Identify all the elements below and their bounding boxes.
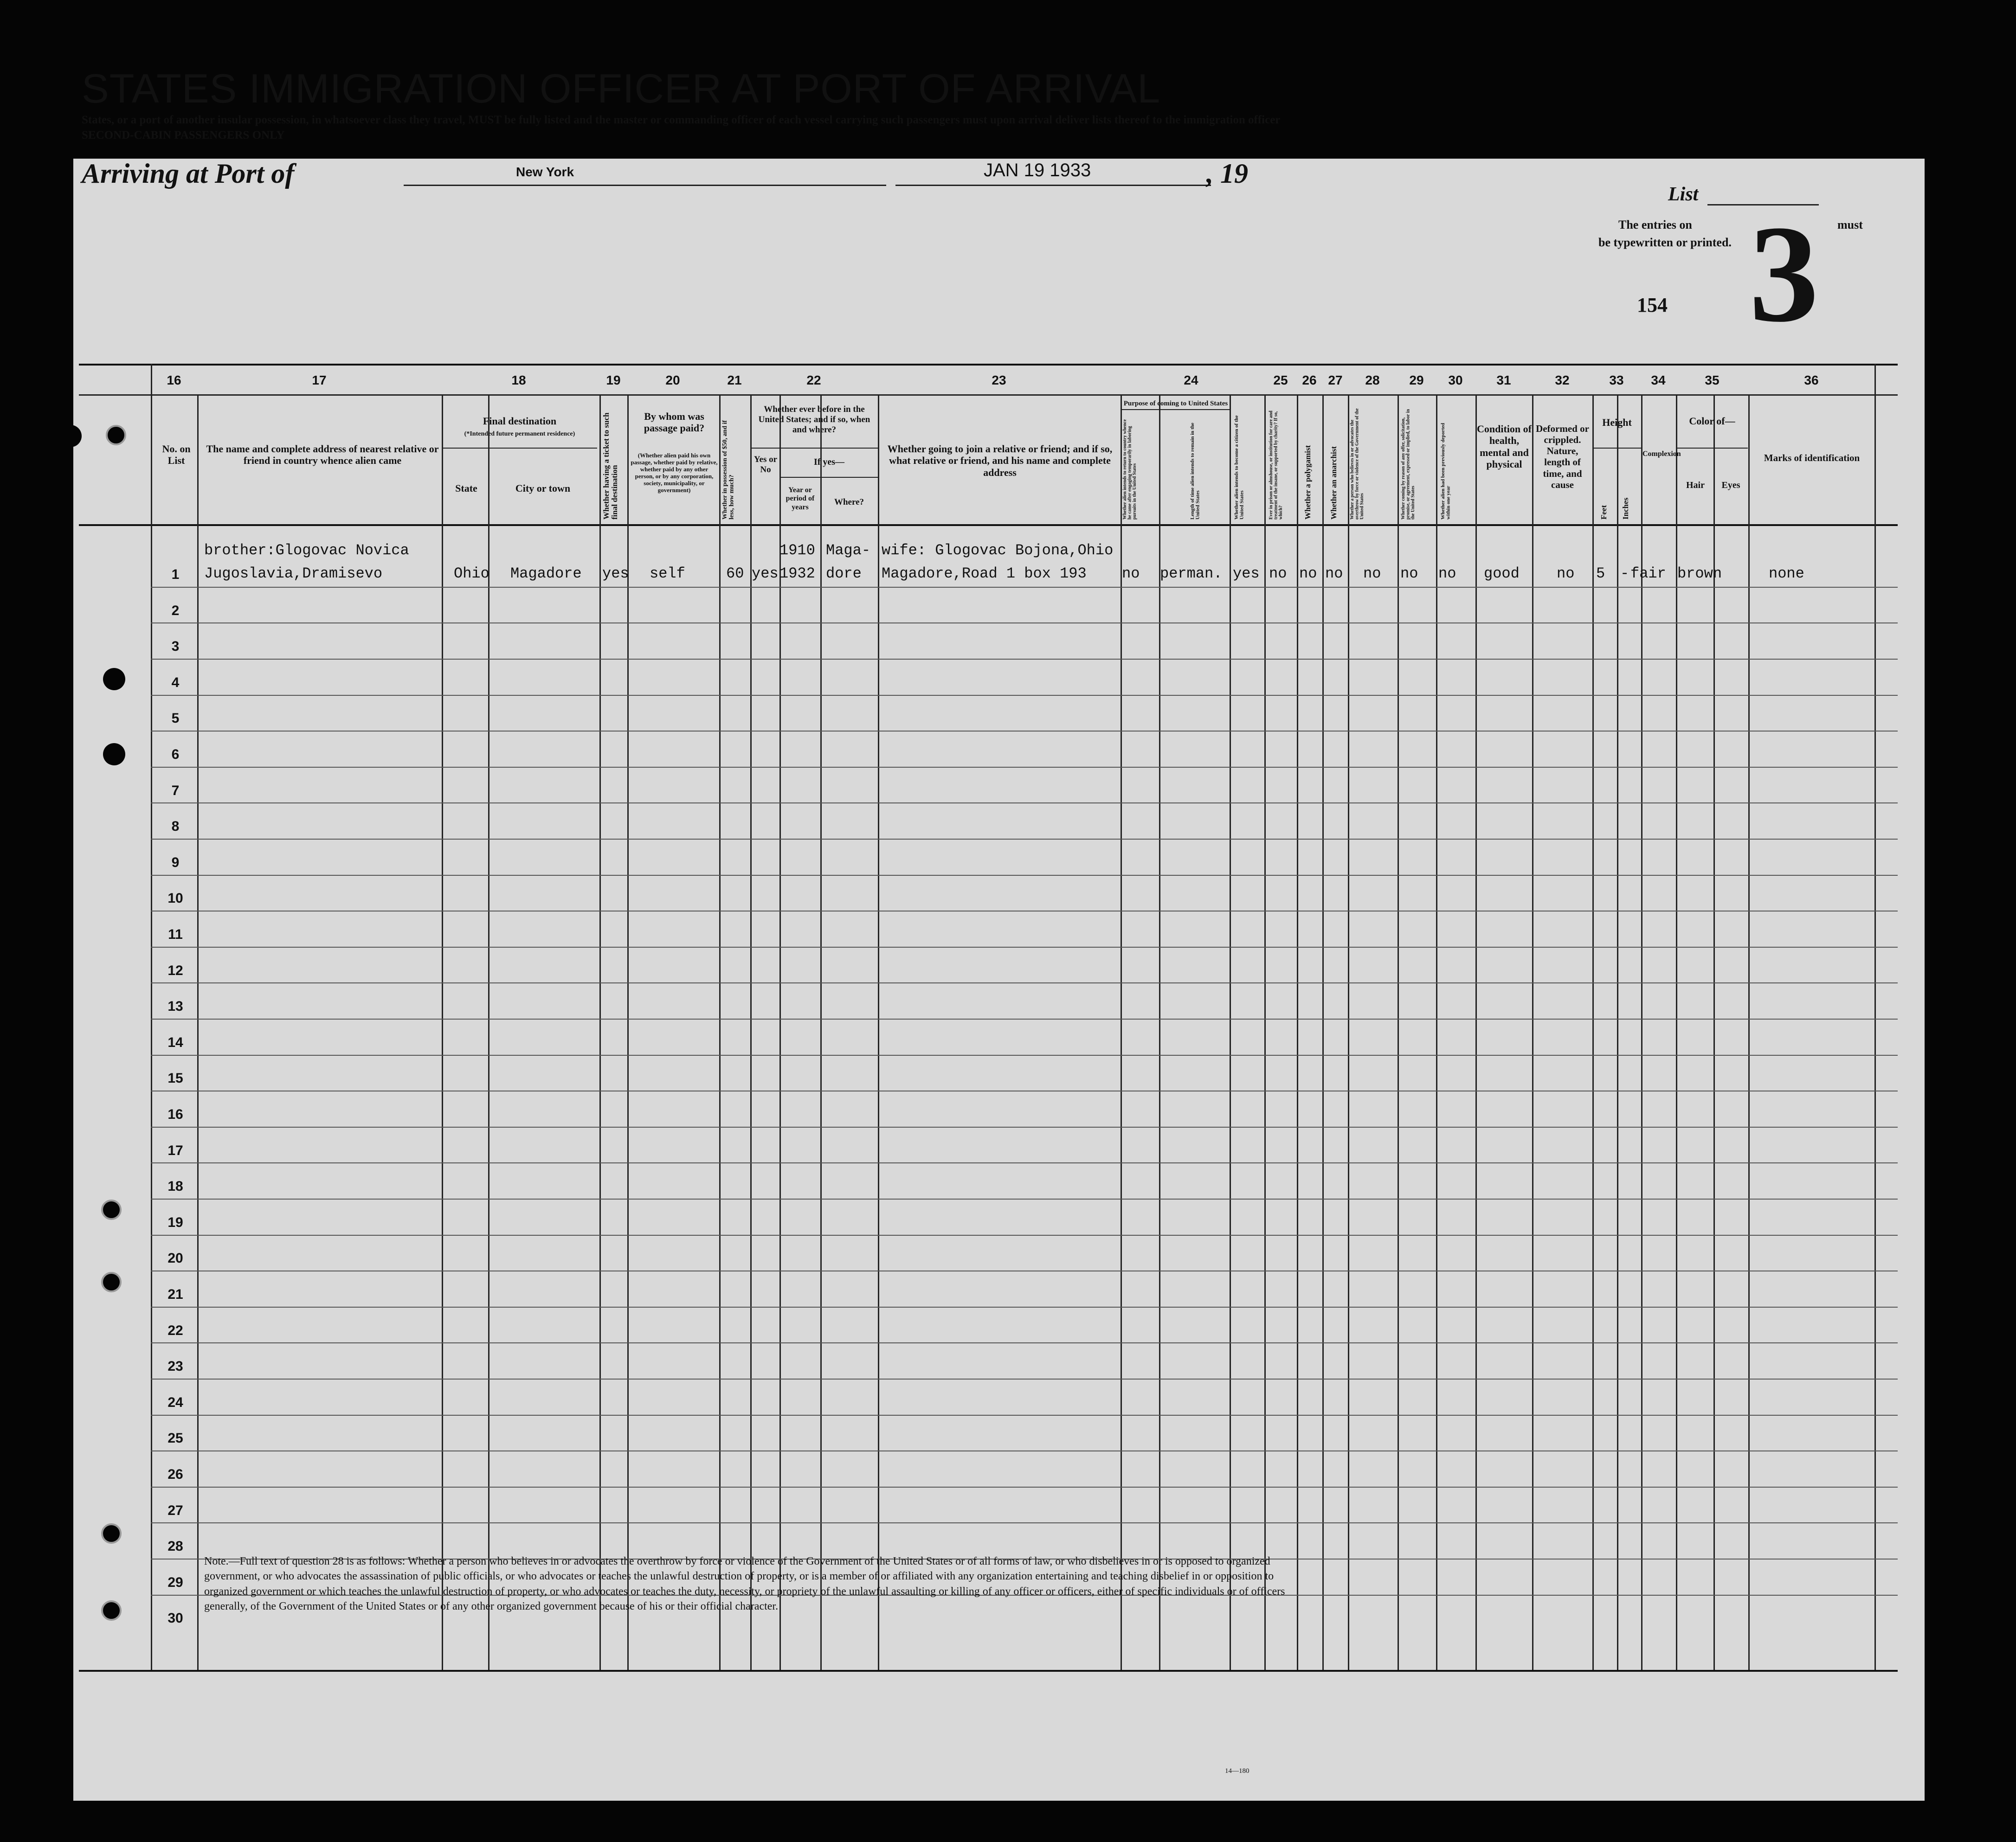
row-rule: [151, 1522, 1898, 1523]
entry-before-year1: 1910: [779, 542, 815, 559]
row-number: 29: [167, 1574, 183, 1590]
row-number: 24: [167, 1394, 183, 1410]
row-number: 19: [167, 1214, 183, 1230]
column-number: 34: [1651, 373, 1666, 387]
entry-return: no: [1122, 565, 1140, 582]
column-number: 24: [1184, 373, 1198, 387]
column-rule: [1713, 394, 1715, 1670]
column-rule: [151, 364, 152, 1670]
row-rule: [151, 1307, 1898, 1308]
port-underline: [404, 185, 886, 186]
row-rule: [151, 1487, 1898, 1488]
destination-divider: [442, 448, 597, 449]
entry-marks: none: [1769, 565, 1804, 582]
column-rule: [1475, 394, 1477, 1670]
row-number: 8: [171, 819, 180, 834]
header-inches: Inches: [1621, 497, 1630, 520]
column-number: 28: [1365, 373, 1380, 387]
date-stamp: JAN 19 1933: [984, 160, 1091, 180]
row-number: 25: [167, 1431, 183, 1446]
column-number: 18: [511, 373, 526, 387]
row-number: 14: [167, 1034, 183, 1050]
column-number: 26: [1302, 373, 1317, 387]
binder-ring: [101, 1272, 122, 1292]
row-rule: [151, 1415, 1898, 1416]
column-rule: [750, 394, 752, 1670]
row-number: 16: [167, 1107, 183, 1122]
row-number: 1: [171, 567, 180, 582]
height-divider: [1592, 448, 1641, 449]
entry-length: perman.: [1160, 565, 1223, 582]
instruction-text: States, or a port of another insular possession, in whatsoever class they travel, MUST be fully listed and the master or commanding officer of each vessel carrying such passengers must upon arrival deliver lists thereof to the immigration officer: [82, 114, 1281, 126]
row-rule: [151, 1450, 1898, 1451]
footer-note: Note.—Full text of question 28 is as follows: Whether a person who believes in or advocates the overthrow by force or violence of the Government of the United States or of all forms of law, or who disbelieves in or is opposed to organized government, or who advocates the assassination of public officials, or who advocates or teaches the unlawful destruction of property, or is a member of or affiliated with any organization entertaining and teaching disbelief in or opposition to organized government or which teaches the unlawful destruction of property, or who advocates or teaches the duty, necessity, or propriety of the unlawful assaulting or killing of any officer or officers, either of specific individuals or of officers generally, of the Government of the United States or of any other organized government because of his or their official character.: [204, 1555, 1285, 1613]
binder-hole: [103, 668, 125, 690]
column-rule: [1748, 394, 1750, 1670]
header-where: Where?: [834, 497, 864, 507]
row-rule: [151, 1127, 1898, 1128]
header-feet: Feet: [1599, 505, 1608, 520]
header-year: Year or period of years: [786, 486, 815, 511]
column-number: 17: [312, 373, 327, 387]
column-rule: [1436, 394, 1437, 1670]
list-number: 3: [1749, 197, 1819, 351]
header-before-in-us: Whether ever before in the United States; and if so, when and where?: [758, 404, 870, 435]
binder-hole: [49, 1600, 71, 1623]
entry-complexion: fair: [1630, 565, 1666, 582]
column-number: 27: [1328, 373, 1343, 387]
header-complexion: Complexion: [1642, 450, 1681, 458]
header-prison: Ever in prison or almshouse, or institution for care and treatment of the insane, or supported by charity? If so, which?: [1269, 411, 1283, 520]
header-passage-note: (Whether alien paid his own passage, whether paid by relative, whether paid by any other person, or by any corporation, society, municipality, or government): [631, 452, 718, 494]
binder-hole: [103, 743, 125, 765]
header-bottom-border: [79, 524, 1898, 526]
row-rule: [151, 1162, 1898, 1163]
row-rule: [151, 875, 1898, 876]
binder-ring: [106, 425, 126, 445]
header-purpose: Purpose of coming to United States: [1123, 400, 1228, 407]
header-ticket: Whether having a ticket to such final destination: [602, 412, 619, 520]
column-rule: [1121, 394, 1122, 1670]
column-number: 20: [665, 373, 680, 387]
row-number: 20: [167, 1251, 183, 1266]
entry-before-yesno: yes: [752, 565, 779, 582]
header-deformed: Deformed or crippled. Nature, length of time, and cause: [1536, 423, 1589, 490]
entry-deported: no: [1438, 565, 1456, 582]
column-number: 22: [806, 373, 821, 387]
table-bottom-border: [79, 1670, 1898, 1672]
entry-polygamist: no: [1299, 565, 1317, 582]
port-value: New York: [516, 165, 574, 179]
entries-note-3: be typewritten or printed.: [1598, 236, 1732, 249]
entry-city: Magadore: [510, 565, 582, 582]
entries-note-1: The entries on: [1618, 218, 1692, 231]
row-number: 15: [167, 1071, 183, 1086]
column-number: 35: [1705, 373, 1720, 387]
column-rule: [1322, 394, 1324, 1670]
column-number: 33: [1609, 373, 1624, 387]
year-prefix: , 19: [1206, 158, 1248, 189]
column-rule: [627, 394, 629, 1670]
entry-deformed: no: [1557, 565, 1575, 582]
header-height: Height: [1602, 417, 1632, 428]
row-number: 11: [168, 927, 183, 942]
column-rule: [779, 394, 781, 1670]
row-number: 30: [167, 1611, 183, 1626]
row-number: 3: [171, 639, 180, 655]
entry-health: good: [1484, 565, 1520, 582]
row-number: 23: [167, 1359, 183, 1374]
row-rule: [151, 1235, 1898, 1236]
row-number: 22: [167, 1322, 183, 1338]
entry-before-where1: Maga-: [826, 542, 871, 559]
column-rule: [1230, 394, 1231, 1670]
column-rule: [878, 394, 879, 1670]
header-final-destination: Final destination: [483, 415, 557, 427]
column-number: 30: [1448, 373, 1463, 387]
column-rule: [1617, 394, 1618, 1670]
header-yes-no: Yes or No: [754, 455, 778, 475]
list-label: List: [1668, 184, 1699, 205]
header-purpose-length: Length of time alien intends to remain in the United States: [1190, 423, 1201, 520]
header-join-relative: Whether going to join a relative or friend; and if so, what relative or friend, and his name and complete address: [887, 443, 1113, 478]
header-if-yes: If yes—: [813, 457, 845, 467]
header-marks: Marks of identification: [1764, 452, 1860, 463]
header-deported: Whether alien had been previously deported within one year: [1440, 423, 1451, 520]
header-possession: Whether in possession of $50, and if less, how much?: [721, 420, 735, 520]
column-number: 36: [1804, 373, 1819, 387]
entry-ticket: yes: [602, 565, 629, 582]
entry-state: Ohio: [454, 565, 490, 582]
header-eyes: Eyes: [1721, 480, 1740, 490]
page-title: STATES IMMIGRATION OFFICER AT PORT OF ARRIVAL: [82, 65, 1161, 111]
column-rule: [1532, 394, 1533, 1670]
binder-ring: [101, 1200, 122, 1220]
binder-hole: [49, 1272, 71, 1294]
column-rule: [1874, 364, 1876, 1670]
row-number: 17: [167, 1142, 183, 1158]
binder-ring: [101, 1523, 122, 1544]
row-rule: [151, 695, 1898, 696]
column-rule: [820, 394, 822, 1670]
row-number: 13: [167, 999, 183, 1014]
entry-money: 60: [726, 565, 744, 582]
header-purpose-return: Whether alien intends to return to country whence he came after engaging temporarily in laboring pursuits in the United States: [1122, 419, 1137, 520]
row-number: 2: [171, 603, 180, 618]
column-rule: [599, 394, 601, 1670]
arriving-label: Arriving at Port of: [82, 158, 295, 189]
binder-ring: [101, 1600, 122, 1621]
before-divider: [750, 448, 878, 449]
header-no-on-list: No. on List: [162, 443, 191, 467]
row-rule: [151, 587, 1898, 588]
row-number: 28: [167, 1539, 183, 1554]
column-number: 16: [167, 373, 181, 387]
column-rule: [1297, 394, 1298, 1670]
column-rule: [442, 394, 443, 1670]
row-number: 27: [167, 1502, 183, 1518]
row-rule: [151, 1055, 1898, 1056]
row-number: 21: [167, 1287, 183, 1302]
column-number: 32: [1555, 373, 1570, 387]
row-rule: [151, 731, 1898, 732]
entry-citizen: yes: [1233, 565, 1260, 582]
column-rule: [1676, 394, 1677, 1670]
row-number: 5: [171, 711, 180, 726]
entry-prison: no: [1269, 565, 1287, 582]
header-city: City or town: [515, 482, 571, 494]
row-number: 10: [167, 891, 183, 906]
row-rule: [151, 659, 1898, 660]
entry-labor-offer: no: [1400, 565, 1418, 582]
row-rule: [151, 982, 1898, 983]
entry-inches: -: [1620, 565, 1630, 582]
header-health: Condition of health, mental and physical: [1477, 423, 1532, 470]
page-number: 154: [1637, 294, 1668, 316]
row-rule: [151, 1019, 1898, 1020]
column-rule: [1398, 394, 1399, 1670]
column-rule: [719, 394, 721, 1670]
row-rule: [151, 802, 1898, 803]
row-rule: [151, 1199, 1898, 1200]
if-yes-divider: [779, 477, 878, 478]
header-hair: Hair: [1686, 480, 1705, 490]
column-number: 21: [727, 373, 742, 387]
column-number: 23: [992, 373, 1006, 387]
column-number: 29: [1409, 373, 1424, 387]
row-rule: [151, 1379, 1898, 1380]
column-rule: [1159, 394, 1160, 1670]
column-rule: [197, 394, 199, 1670]
header-purpose-citizen: Whether alien intends to become a citizen of the United States: [1234, 415, 1245, 520]
column-number: 19: [606, 373, 621, 387]
column-rule: [488, 394, 490, 1670]
binder-hole: [59, 425, 82, 447]
row-number: 4: [171, 674, 180, 690]
binder-hole: [49, 1523, 71, 1546]
entry-feet: 5: [1596, 565, 1605, 582]
column-rule: [1348, 394, 1349, 1670]
entry-anarchist: no: [1325, 565, 1343, 582]
purpose-divider: [1121, 409, 1231, 410]
column-rule: [1641, 394, 1642, 1670]
header-color: Color of—: [1689, 415, 1735, 427]
header-overthrow: Whether a person who believes in or advocates the overthrow by force or violence of the Government of the United States: [1350, 408, 1365, 520]
row-rule: [151, 947, 1898, 948]
entry-join-line2: Magadore,Road 1 box 193: [882, 565, 1087, 582]
row-number: 6: [171, 747, 180, 762]
header-passage-paid: By whom was passage paid?: [644, 411, 705, 434]
colnum-divider: [79, 394, 1898, 396]
color-divider: [1676, 448, 1748, 449]
header-relative-address: The name and complete address of nearest relative or friend in country whence alien came: [206, 443, 439, 467]
row-number: 7: [171, 783, 180, 798]
column-rule: [1264, 394, 1266, 1670]
row-rule: [151, 767, 1898, 768]
column-number: 25: [1273, 373, 1288, 387]
row-number: 12: [167, 963, 183, 978]
row-number: 26: [167, 1467, 183, 1482]
entry-paid-by: self: [650, 565, 685, 582]
row-rule: [151, 1342, 1898, 1343]
row-rule: [151, 839, 1898, 840]
table-top-border: [79, 364, 1898, 366]
row-number: 18: [167, 1179, 183, 1194]
entry-relative-line2: Jugoslavia,Dramisevo: [204, 565, 383, 582]
entry-hair: brown: [1677, 565, 1722, 582]
row-number: 9: [171, 854, 180, 870]
entry-overthrow: no: [1363, 565, 1381, 582]
column-number: 31: [1496, 373, 1511, 387]
entry-before-year2: 1932: [779, 565, 815, 582]
header-state: State: [455, 482, 477, 494]
header-anarchist: Whether an anarchist: [1329, 446, 1338, 520]
entry-relative-line1: brother:Glogovac Novica: [204, 542, 409, 559]
header-polygamist: Whether a polygamist: [1303, 445, 1312, 520]
class-label: SECOND-CABIN PASSENGERS ONLY: [82, 129, 285, 141]
date-underline: [895, 185, 1211, 186]
form-code: 14—180: [1225, 1767, 1250, 1775]
entry-join-line1: wife: Glogovac Bojona,Ohio: [882, 542, 1114, 559]
column-rule: [1592, 394, 1594, 1670]
entry-before-where2: dore: [826, 565, 862, 582]
header-destination-note: (*Intended future permanent residence): [464, 430, 575, 437]
header-labor-offer: Whether coming by reason of any offer, solicitation, promise, or agreement, expressed or implied, to labor in the United States: [1401, 409, 1416, 520]
entries-note-2: must: [1837, 218, 1863, 231]
